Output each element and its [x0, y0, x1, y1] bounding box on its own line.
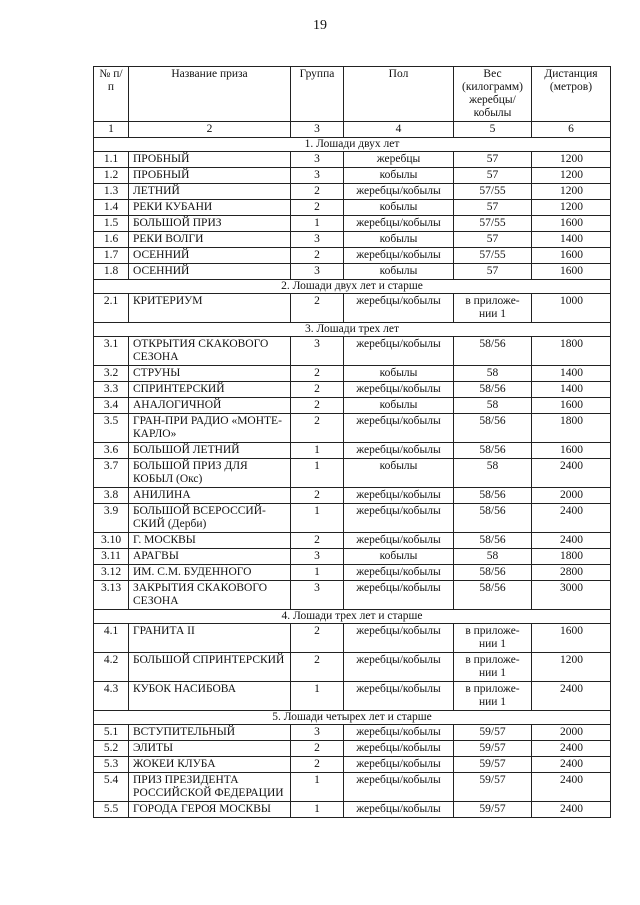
cell-num: 3.7 — [94, 459, 129, 488]
cell-group: 1 — [291, 216, 344, 232]
cell-num: 1.8 — [94, 264, 129, 280]
cell-distance: 2400 — [532, 741, 611, 757]
cell-name: ЭЛИТЫ — [129, 741, 291, 757]
cell-sex: жеребцы/кобылы — [344, 488, 454, 504]
cell-weight: 57/55 — [454, 216, 532, 232]
cell-name: БОЛЬШОЙ ЛЕТНИЙ — [129, 443, 291, 459]
cell-name: Г. МОСКВЫ — [129, 533, 291, 549]
cell-num: 3.3 — [94, 382, 129, 398]
cell-sex: жеребцы/кобылы — [344, 741, 454, 757]
cell-distance: 2400 — [532, 773, 611, 802]
section-row — [94, 610, 611, 624]
cell-weight: 58/56 — [454, 581, 532, 610]
table-row — [94, 581, 611, 610]
cell-sex: кобылы — [344, 398, 454, 414]
cell-sex: жеребцы/кобылы — [344, 504, 454, 533]
cell-group: 2 — [291, 184, 344, 200]
cell-weight: 58/56 — [454, 488, 532, 504]
cell-name: АНАЛОГИЧНОЙ — [129, 398, 291, 414]
cell-sex: кобылы — [344, 168, 454, 184]
cell-group: 2 — [291, 366, 344, 382]
cell-weight: 58 — [454, 549, 532, 565]
cell-sex: жеребцы — [344, 152, 454, 168]
cell-distance: 1000 — [532, 294, 611, 323]
cell-num: 1.6 — [94, 232, 129, 248]
index-cell: 3 — [291, 122, 344, 138]
table-row — [94, 184, 611, 200]
table-row — [94, 504, 611, 533]
header-distance: Дистанция (метров) — [532, 67, 611, 122]
cell-distance: 2400 — [532, 504, 611, 533]
cell-group: 3 — [291, 337, 344, 366]
header-name: Название приза — [129, 67, 291, 122]
cell-distance: 2400 — [532, 757, 611, 773]
cell-weight: 59/57 — [454, 802, 532, 818]
cell-group: 1 — [291, 682, 344, 711]
page-number: 19 — [313, 18, 327, 33]
cell-weight: 58 — [454, 366, 532, 382]
cell-group: 3 — [291, 152, 344, 168]
cell-name: ЛЕТНИЙ — [129, 184, 291, 200]
cell-num: 4.1 — [94, 624, 129, 653]
cell-num: 1.5 — [94, 216, 129, 232]
cell-sex: жеребцы/кобылы — [344, 443, 454, 459]
table-row — [94, 443, 611, 459]
cell-group: 2 — [291, 624, 344, 653]
cell-sex: кобылы — [344, 549, 454, 565]
cell-sex: жеребцы/кобылы — [344, 725, 454, 741]
cell-weight: в приложе-нии 1 — [454, 653, 532, 682]
cell-name: КРИТЕРИУМ — [129, 294, 291, 323]
cell-group: 2 — [291, 294, 344, 323]
cell-name: СТРУНЫ — [129, 366, 291, 382]
table-row — [94, 232, 611, 248]
index-cell: 5 — [454, 122, 532, 138]
cell-name: КУБОК НАСИБОВА — [129, 682, 291, 711]
cell-weight: 58/56 — [454, 414, 532, 443]
cell-num: 1.1 — [94, 152, 129, 168]
cell-weight: 57/55 — [454, 248, 532, 264]
cell-group: 3 — [291, 168, 344, 184]
cell-distance: 2000 — [532, 725, 611, 741]
cell-name: ЗАКРЫТИЯ СКАКОВОГО СЕЗОНА — [129, 581, 291, 610]
table-row — [94, 653, 611, 682]
cell-distance: 2800 — [532, 565, 611, 581]
cell-sex: жеребцы/кобылы — [344, 414, 454, 443]
cell-weight: 57 — [454, 168, 532, 184]
cell-distance: 1200 — [532, 152, 611, 168]
cell-name: ОСЕННИЙ — [129, 248, 291, 264]
cell-group: 2 — [291, 741, 344, 757]
section-title: 1. Лошади двух лет — [94, 138, 611, 152]
cell-sex: кобылы — [344, 232, 454, 248]
cell-name: АРАГВЫ — [129, 549, 291, 565]
cell-distance: 1600 — [532, 443, 611, 459]
cell-num: 3.6 — [94, 443, 129, 459]
cell-distance: 2000 — [532, 488, 611, 504]
table-row — [94, 382, 611, 398]
table-row — [94, 533, 611, 549]
column-index-row — [94, 122, 611, 138]
cell-group: 3 — [291, 549, 344, 565]
cell-name: ПРОБНЫЙ — [129, 168, 291, 184]
section-title: 2. Лошади двух лет и старше — [94, 280, 611, 294]
cell-distance: 2400 — [532, 533, 611, 549]
table-row — [94, 624, 611, 653]
table-row — [94, 366, 611, 382]
cell-name: ИМ. С.М. БУДЕННОГО — [129, 565, 291, 581]
cell-weight: 57 — [454, 200, 532, 216]
cell-sex: жеребцы/кобылы — [344, 624, 454, 653]
cell-distance: 1200 — [532, 168, 611, 184]
cell-group: 2 — [291, 533, 344, 549]
cell-num: 3.11 — [94, 549, 129, 565]
table-row — [94, 216, 611, 232]
index-cell: 2 — [129, 122, 291, 138]
cell-sex: жеребцы/кобылы — [344, 565, 454, 581]
cell-name: ПРОБНЫЙ — [129, 152, 291, 168]
cell-name: АНИЛИНА — [129, 488, 291, 504]
index-cell: 6 — [532, 122, 611, 138]
cell-sex: жеребцы/кобылы — [344, 802, 454, 818]
table-header-row — [94, 67, 611, 122]
cell-group: 2 — [291, 757, 344, 773]
cell-distance: 1200 — [532, 653, 611, 682]
cell-group: 3 — [291, 264, 344, 280]
cell-num: 3.12 — [94, 565, 129, 581]
cell-num: 1.4 — [94, 200, 129, 216]
cell-distance: 3000 — [532, 581, 611, 610]
cell-weight: 58/56 — [454, 443, 532, 459]
cell-num: 5.3 — [94, 757, 129, 773]
cell-sex: кобылы — [344, 366, 454, 382]
cell-distance: 1200 — [532, 200, 611, 216]
cell-num: 4.2 — [94, 653, 129, 682]
cell-group: 1 — [291, 443, 344, 459]
cell-sex: жеребцы/кобылы — [344, 184, 454, 200]
cell-group: 2 — [291, 653, 344, 682]
table-row — [94, 757, 611, 773]
table-row — [94, 565, 611, 581]
header-weight: Вес (килограмм) жеребцы/ кобылы — [454, 67, 532, 122]
section-title: 5. Лошади четырех лет и старше — [94, 711, 611, 725]
cell-num: 3.8 — [94, 488, 129, 504]
cell-distance: 2400 — [532, 802, 611, 818]
section-row — [94, 711, 611, 725]
cell-sex: жеребцы/кобылы — [344, 757, 454, 773]
cell-distance: 1800 — [532, 414, 611, 443]
cell-name: БОЛЬШОЙ СПРИНТЕРСКИЙ — [129, 653, 291, 682]
cell-name: ОТКРЫТИЯ СКАКОВОГО СЕЗОНА — [129, 337, 291, 366]
cell-distance: 1600 — [532, 398, 611, 414]
cell-name: ОСЕННИЙ — [129, 264, 291, 280]
cell-sex: жеребцы/кобылы — [344, 682, 454, 711]
cell-name: ГРАН-ПРИ РАДИО «МОНТЕ-КАРЛО» — [129, 414, 291, 443]
section-row — [94, 138, 611, 152]
cell-weight: 58/56 — [454, 565, 532, 581]
table-row — [94, 802, 611, 818]
table-row — [94, 398, 611, 414]
cell-weight: 59/57 — [454, 741, 532, 757]
cell-num: 5.5 — [94, 802, 129, 818]
cell-group: 1 — [291, 773, 344, 802]
table-row — [94, 488, 611, 504]
cell-distance: 1800 — [532, 549, 611, 565]
cell-distance: 2400 — [532, 682, 611, 711]
cell-weight: в приложе-нии 1 — [454, 624, 532, 653]
table-row — [94, 248, 611, 264]
cell-num: 3.2 — [94, 366, 129, 382]
table-row — [94, 294, 611, 323]
cell-name: БОЛЬШОЙ ПРИЗ ДЛЯ КОБЫЛ (Окс) — [129, 459, 291, 488]
cell-sex: жеребцы/кобылы — [344, 216, 454, 232]
cell-group: 2 — [291, 398, 344, 414]
table-row — [94, 459, 611, 488]
table-row — [94, 152, 611, 168]
table-row — [94, 741, 611, 757]
cell-distance: 1800 — [532, 337, 611, 366]
index-cell: 4 — [344, 122, 454, 138]
cell-weight: в приложе-нии 1 — [454, 682, 532, 711]
cell-num: 5.1 — [94, 725, 129, 741]
table-row — [94, 414, 611, 443]
cell-distance: 1600 — [532, 624, 611, 653]
cell-sex: кобылы — [344, 459, 454, 488]
cell-sex: жеребцы/кобылы — [344, 248, 454, 264]
cell-sex: кобылы — [344, 200, 454, 216]
cell-num: 1.7 — [94, 248, 129, 264]
cell-weight: 58 — [454, 459, 532, 488]
cell-group: 1 — [291, 459, 344, 488]
cell-distance: 2400 — [532, 459, 611, 488]
cell-num: 2.1 — [94, 294, 129, 323]
cell-name: ВСТУПИТЕЛЬНЫЙ — [129, 725, 291, 741]
cell-group: 2 — [291, 248, 344, 264]
cell-group: 2 — [291, 488, 344, 504]
cell-weight: 59/57 — [454, 773, 532, 802]
header-num: № п/п — [94, 67, 129, 122]
cell-name: ЖОКЕИ КЛУБА — [129, 757, 291, 773]
cell-sex: жеребцы/кобылы — [344, 581, 454, 610]
cell-name: ГОРОДА ГЕРОЯ МОСКВЫ — [129, 802, 291, 818]
cell-distance: 1400 — [532, 232, 611, 248]
cell-distance: 1200 — [532, 184, 611, 200]
table-row — [94, 773, 611, 802]
cell-group: 1 — [291, 504, 344, 533]
cell-sex: жеребцы/кобылы — [344, 382, 454, 398]
section-title: 4. Лошади трех лет и старше — [94, 610, 611, 624]
cell-num: 3.5 — [94, 414, 129, 443]
table-row — [94, 200, 611, 216]
cell-sex: жеребцы/кобылы — [344, 337, 454, 366]
cell-num: 3.13 — [94, 581, 129, 610]
header-sex: Пол — [344, 67, 454, 122]
cell-weight: 59/57 — [454, 725, 532, 741]
cell-num: 1.3 — [94, 184, 129, 200]
cell-weight: 57 — [454, 232, 532, 248]
cell-weight: в приложе-нии 1 — [454, 294, 532, 323]
cell-num: 3.10 — [94, 533, 129, 549]
cell-sex: кобылы — [344, 264, 454, 280]
cell-num: 3.1 — [94, 337, 129, 366]
cell-sex: жеребцы/кобылы — [344, 294, 454, 323]
cell-weight: 57/55 — [454, 184, 532, 200]
cell-num: 5.2 — [94, 741, 129, 757]
cell-group: 3 — [291, 725, 344, 741]
cell-name: БОЛЬШОЙ ПРИЗ — [129, 216, 291, 232]
cell-sex: жеребцы/кобылы — [344, 773, 454, 802]
section-title: 3. Лошади трех лет — [94, 323, 611, 337]
cell-num: 5.4 — [94, 773, 129, 802]
cell-num: 4.3 — [94, 682, 129, 711]
header-group: Группа — [291, 67, 344, 122]
cell-weight: 58/56 — [454, 504, 532, 533]
cell-distance: 1600 — [532, 216, 611, 232]
cell-weight: 58 — [454, 398, 532, 414]
cell-weight: 58/56 — [454, 382, 532, 398]
cell-distance: 1400 — [532, 366, 611, 382]
cell-distance: 1400 — [532, 382, 611, 398]
cell-group: 1 — [291, 802, 344, 818]
table-row — [94, 725, 611, 741]
cell-weight: 57 — [454, 152, 532, 168]
cell-num: 3.9 — [94, 504, 129, 533]
cell-group: 2 — [291, 382, 344, 398]
cell-name: СПРИНТЕРСКИЙ — [129, 382, 291, 398]
table-row — [94, 337, 611, 366]
index-cell: 1 — [94, 122, 129, 138]
cell-group: 3 — [291, 232, 344, 248]
cell-num: 1.2 — [94, 168, 129, 184]
cell-weight: 59/57 — [454, 757, 532, 773]
section-row — [94, 280, 611, 294]
cell-name: БОЛЬШОЙ ВСЕРОССИЙ-СКИЙ (Дерби) — [129, 504, 291, 533]
cell-weight: 58/56 — [454, 337, 532, 366]
table-row — [94, 264, 611, 280]
cell-group: 2 — [291, 200, 344, 216]
section-row — [94, 323, 611, 337]
cell-weight: 57 — [454, 264, 532, 280]
cell-name: РЕКИ ВОЛГИ — [129, 232, 291, 248]
cell-group: 3 — [291, 581, 344, 610]
cell-distance: 1600 — [532, 248, 611, 264]
cell-weight: 58/56 — [454, 533, 532, 549]
cell-name: ПРИЗ ПРЕЗИДЕНТА РОССИЙСКОЙ ФЕДЕРАЦИИ — [129, 773, 291, 802]
cell-name: РЕКИ КУБАНИ — [129, 200, 291, 216]
cell-num: 3.4 — [94, 398, 129, 414]
table-row — [94, 549, 611, 565]
cell-name: ГРАНИТА II — [129, 624, 291, 653]
table-row — [94, 168, 611, 184]
table-row — [94, 682, 611, 711]
prize-table — [93, 66, 611, 818]
cell-distance: 1600 — [532, 264, 611, 280]
cell-sex: жеребцы/кобылы — [344, 653, 454, 682]
cell-group: 1 — [291, 565, 344, 581]
table-body — [94, 138, 611, 818]
cell-sex: жеребцы/кобылы — [344, 533, 454, 549]
cell-group: 2 — [291, 414, 344, 443]
